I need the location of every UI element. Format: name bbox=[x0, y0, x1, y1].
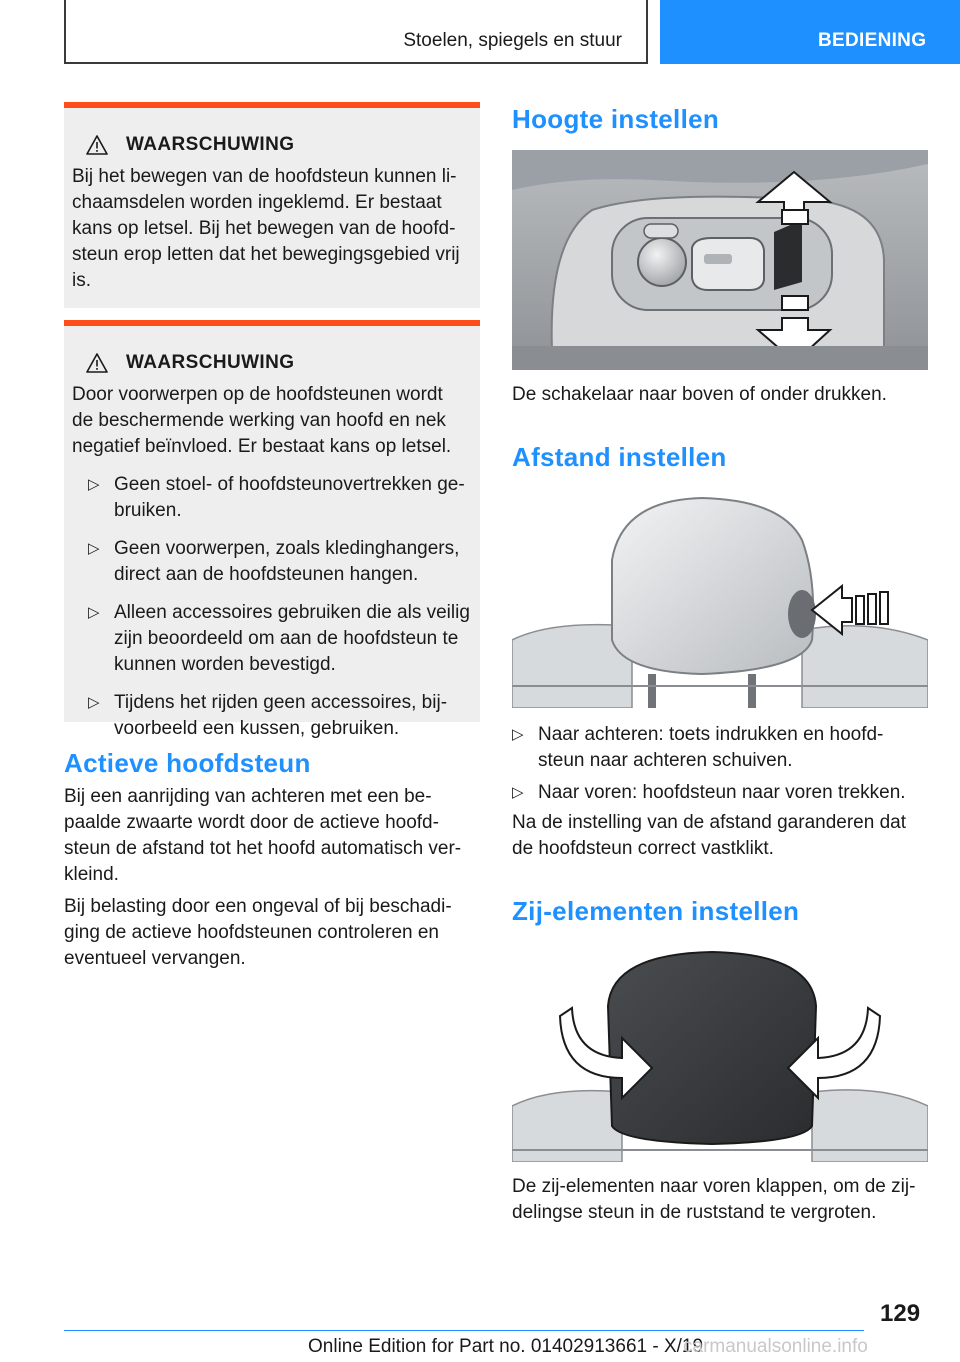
bullet-triangle-icon: ▷ bbox=[88, 694, 100, 711]
heading-side-elements: Zij-elementen instellen bbox=[512, 896, 800, 926]
active-para-1: Bij een aanrijding van achteren met een be- paalde zwaarte wordt door de actieve hoofd- steun de afstand tot het hoofd automatisch ver- kleind. bbox=[64, 786, 462, 885]
footer-divider bbox=[64, 1330, 864, 1331]
list-item: ▷ Geen voorwerpen, zoals kledinghangers, direct aan de hoofdsteunen hangen. bbox=[72, 536, 470, 588]
page-number: 129 bbox=[880, 1300, 921, 1327]
list-item: ▷ Naar achteren: toets indrukken en hoofd- steun naar achteren schuiven. bbox=[496, 722, 936, 774]
height-switch-photo bbox=[512, 150, 928, 370]
header-chapter-label: BEDIENING bbox=[818, 30, 927, 51]
header-section-box bbox=[64, 0, 648, 64]
bullet-triangle-icon: ▷ bbox=[512, 784, 524, 801]
bullet-triangle-icon: ▷ bbox=[88, 476, 100, 493]
height-caption: De schakelaar naar boven of onder drukken. bbox=[512, 384, 887, 405]
warning-title-1: WAARSCHUWING bbox=[86, 134, 470, 156]
heading-height: Hoogte instellen bbox=[512, 104, 720, 134]
header-chapter-tab bbox=[660, 0, 960, 64]
warning-box-1 bbox=[64, 102, 480, 308]
warning-triangle-icon bbox=[86, 353, 108, 373]
warning-title-2: WAARSCHUWING bbox=[86, 352, 470, 374]
list-item: ▷ Naar voren: hoofdsteun naar voren trekken. bbox=[496, 780, 936, 806]
warning-text-1: Bij het bewegen van de hoofdsteun kunnen li- chaamsdelen worden ingeklemd. Er bestaat kans op letsel. Bij het bewegen van de hoofd- steun erop letten dat het bewegingsgebied vrij is. bbox=[72, 166, 460, 291]
header-section-title: Stoelen, spiegels en stuur bbox=[403, 30, 622, 51]
active-para-2: Bij belasting door een ongeval of bij beschadi- ging de actieve hoofdsteunen controleren en eventueel vervangen. bbox=[64, 896, 452, 969]
list-item: ▷ Geen stoel- of hoofdsteunovertrekken ge- bruiken. bbox=[72, 472, 470, 524]
heading-active-headrest: Actieve hoofdsteun bbox=[64, 748, 311, 778]
footer-edition: Online Edition for Part no. 01402913661 - X/19 bbox=[308, 1336, 704, 1357]
distance-para: Na de instelling van de afstand garanderen dat de hoofdsteun correct vastklikt. bbox=[512, 812, 906, 859]
bullet-triangle-icon: ▷ bbox=[88, 604, 100, 621]
warning-box-2 bbox=[64, 320, 480, 739]
list-item: ▷ Tijdens het rijden geen accessoires, bij- voorbeeld een kussen, gebruiken. bbox=[72, 690, 470, 742]
headrest-side-photo bbox=[512, 946, 928, 1162]
side-caption: De zij-elementen naar voren klappen, om de zij- delingse steun in de ruststand te vergroten. bbox=[512, 1176, 916, 1223]
warning-triangle-icon bbox=[86, 135, 108, 155]
list-item: ▷ Alleen accessoires gebruiken die als veilig zijn beoordeeld om aan de hoofdsteun te kunnen worden bevestigd. bbox=[72, 600, 470, 678]
heading-distance: Afstand instellen bbox=[512, 442, 727, 472]
warning-text-2: Door voorwerpen op de hoofdsteunen wordt de beschermende werking van hoofd en nek negatief beïnvloed. Er bestaat kans op letsel. bbox=[72, 384, 452, 457]
bullet-triangle-icon: ▷ bbox=[88, 540, 100, 557]
headrest-distance-photo bbox=[512, 490, 928, 708]
bullet-triangle-icon: ▷ bbox=[512, 726, 524, 743]
watermark: carmanualsonline.info bbox=[683, 1336, 868, 1357]
